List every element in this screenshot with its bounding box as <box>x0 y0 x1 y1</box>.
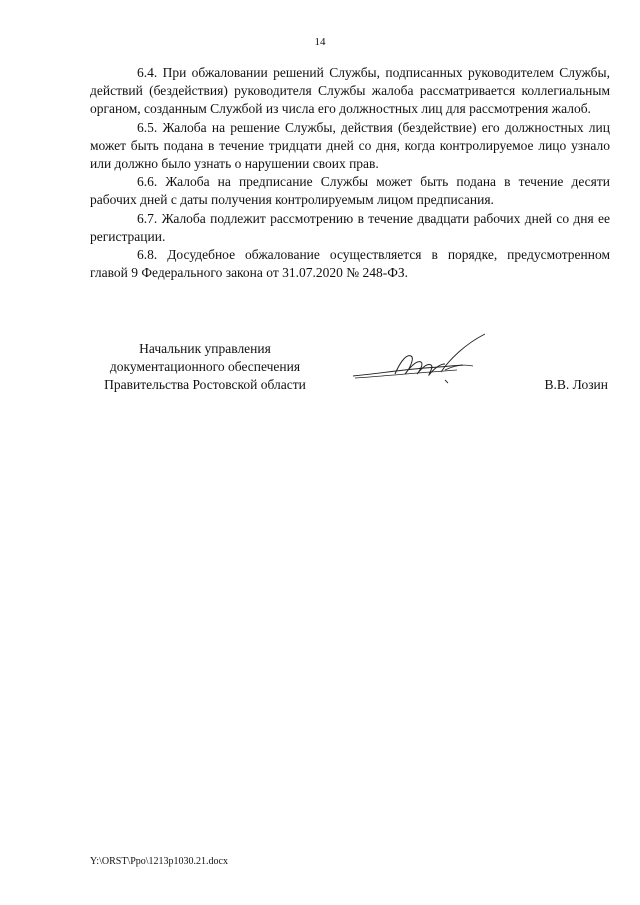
signatory-title-line: документационного обеспечения <box>109 359 301 375</box>
signature-block <box>90 340 610 400</box>
signatory-name: В.В. Лозин <box>544 377 608 392</box>
document-body <box>90 64 610 282</box>
paragraph-6-8: 6.8. Досудебное обжалование осуществляется в порядке, предусмотренном главой 9 Федерального закона от 31.07.2020 № 248-ФЗ. <box>90 247 610 281</box>
signatory-title-line: Правительства Ростовской области <box>104 377 306 393</box>
paragraph-6-5: 6.5. Жалоба на решение Службы, действия (бездействие) его должностных лиц может быть подана в течение тридцати дней со дня, когда контролируемое лицо узнало или должно было узнать о нарушении своих прав. <box>90 119 610 172</box>
signatory-title-line: Начальник управления <box>139 341 271 356</box>
handwritten-signature <box>345 330 505 400</box>
footer-file-path: Y:\ORST\Ppo\1213p1030.21.docx <box>90 856 228 867</box>
page-number: 14 <box>314 36 326 48</box>
paragraph-6-7: 6.7. Жалоба подлежит рассмотрению в течение двадцати рабочих дней со дня ее регистрации. <box>90 210 610 244</box>
paragraph-6-6: 6.6. Жалоба на предписание Службы может быть подана в течение десяти рабочих дней с даты получения контролируемым лицом предписания. <box>90 174 610 208</box>
signatory-title <box>90 340 320 395</box>
paragraph-6-4: 6.4. При обжаловании решений Службы, подписанных руководителем Службы, действий (бездействия) руководителя Службы жалоба рассматривается коллегиальным органом, созданным Службой из числа его должностных лиц для рассмотрения жалоб. <box>90 65 610 117</box>
